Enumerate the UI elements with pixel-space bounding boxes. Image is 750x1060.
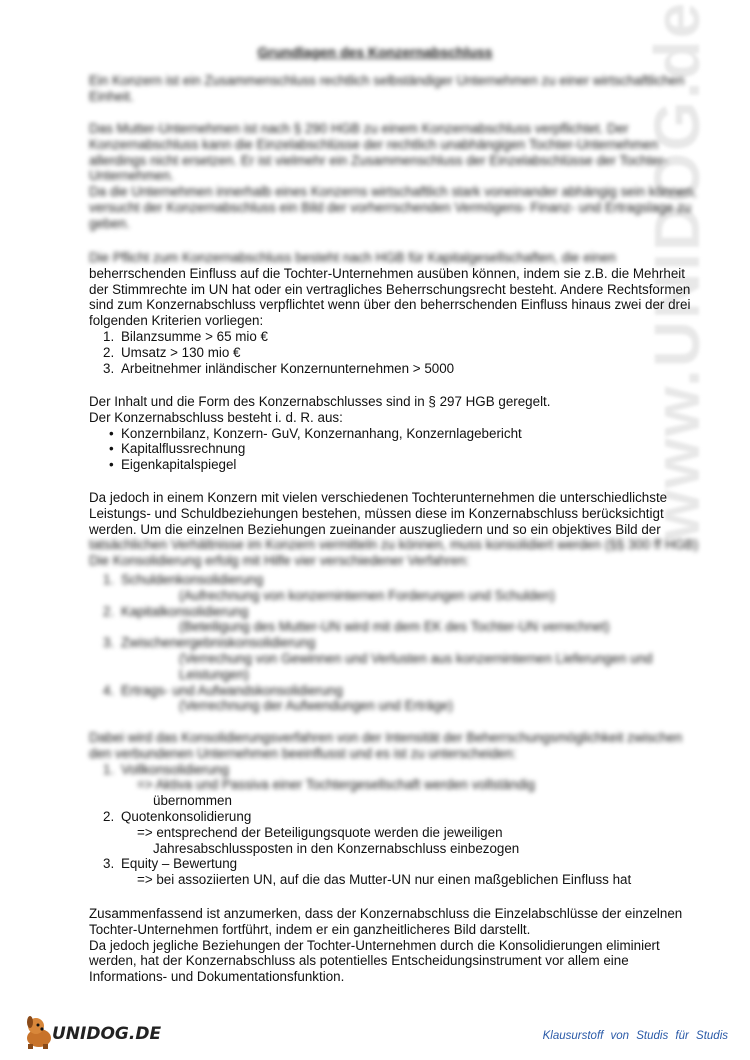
list-item bbox=[89, 361, 709, 377]
list-item bbox=[89, 572, 709, 588]
text-line: geben. bbox=[89, 215, 130, 231]
obligation-paragraph bbox=[89, 121, 709, 232]
list-text: Equity – Bewertung bbox=[121, 856, 238, 872]
list-item bbox=[89, 635, 709, 651]
list-item bbox=[89, 762, 709, 778]
text-line: Da die Unternehmen innerhalb eines Konzerns wirtschaftlich stark voneinander abhängig sein können, bbox=[89, 184, 697, 200]
list-detail: => entsprechend der Beteiligungsquote werden die jeweiligen bbox=[137, 824, 503, 840]
list-item bbox=[89, 426, 709, 442]
text-line: allerdings nicht ersetzen. Er ist vielmehr ein Zusammenschluss der Einzelabschlüsse der Tochter- bbox=[89, 152, 668, 168]
text-line: versucht der Konzernabschluss ein Bild der vorherrschenden Vermögens- Finanz- und Ertragslage zu bbox=[89, 199, 692, 215]
list-text: Kapitalflussrechnung bbox=[121, 441, 246, 457]
list-text: Eigenkapitalspiegel bbox=[121, 457, 237, 473]
bullet-icon: • bbox=[109, 441, 114, 457]
text-line: Unternehmen. bbox=[89, 168, 174, 184]
text-line: folgenden Kriterien vorliegen: bbox=[89, 313, 264, 329]
list-number: 3. bbox=[103, 635, 115, 651]
text-line: der Stimmrechte im UN hat oder ein vertragliches Beherrschungsrecht besteht. Andere Rechtsformen bbox=[89, 281, 691, 297]
list-detail: (Aufrechnung von konzerninternen Forderungen und Schulden) bbox=[179, 587, 555, 603]
list-text: Arbeitnehmer inländischer Konzernunternehmen > 5000 bbox=[121, 360, 455, 376]
text-line: Tochter-Unternehmen fortführt, indem er ein ganzheitlicheres Bild darstellt. bbox=[89, 921, 531, 937]
bullet-icon: • bbox=[109, 457, 114, 473]
list-detail: Leistungen) bbox=[179, 666, 249, 682]
text-line: Das Mutter-Unternehmen ist nach § 290 HGB zu einem Konzernabschluss verpflichtet. Der bbox=[89, 121, 629, 136]
list-item bbox=[89, 604, 709, 620]
list-text: Vollkonsolidierung bbox=[121, 761, 229, 777]
list-detail: => bei assoziierten UN, auf die das Mutter-UN nur einen maßgeblichen Einfluss hat bbox=[137, 872, 632, 888]
list-number: 1. bbox=[103, 572, 115, 587]
bullet-icon: • bbox=[109, 425, 114, 441]
conclusion-paragraph bbox=[89, 906, 709, 985]
list-number: 4. bbox=[103, 682, 115, 698]
text-line: Da jedoch in einem Konzern mit vielen verschiedenen Tochterunternehmen die unterschiedlichste bbox=[89, 490, 668, 505]
list-detail: (Beteiligung des Mutter-UN wird mit dem EK des Tochter-UN verrechnet) bbox=[179, 619, 610, 635]
methods-paragraph bbox=[89, 730, 709, 888]
list-text: Quotenkonsolidierung bbox=[121, 808, 252, 824]
text-line: Informations- und Dokumentationsfunktion. bbox=[89, 969, 345, 985]
text-line: den verbundenen Unternehmen beeinflusst und es ist zu unterscheiden: bbox=[89, 745, 517, 761]
text-line: werden. Um die einzelnen Beziehungen zueinander auszugliedern und so ein objektives Bild der bbox=[89, 521, 661, 537]
text-line: Der Inhalt und die Form des Konzernabschlusses sind in § 297 HGB geregelt. bbox=[89, 394, 551, 409]
intro-paragraph bbox=[89, 73, 709, 105]
text-line: Die Pflicht zum Konzernabschluss besteht nach HGB für Kapitalgesellschaften, die einen bbox=[89, 250, 616, 265]
text-line: beherrschenden Einfluss auf die Tochter-Unternehmen ausüben können, indem sie z.B. die Mehrheit bbox=[89, 265, 685, 281]
text-line: Zusammenfassend ist anzumerken, dass der Konzernabschluss die Einzelabschlüsse der einzelnen bbox=[89, 906, 683, 921]
list-text: Schuldenkonsolidierung bbox=[121, 572, 264, 587]
list-detail: übernommen bbox=[153, 793, 232, 809]
list-number: 3. bbox=[103, 856, 115, 872]
text-line: sind zum Konzernabschluss verpflichtet wenn über den beherrschenden Einfluss hinaus zwei der drei bbox=[89, 297, 691, 313]
list-number: 2. bbox=[103, 344, 115, 360]
text-line: Einheit. bbox=[89, 88, 134, 104]
list-text: Bilanzsumme > 65 mio € bbox=[121, 328, 268, 344]
page-title: Grundlagen des Konzernabschluss bbox=[257, 44, 493, 60]
consolidation-paragraph bbox=[89, 490, 709, 569]
criteria-paragraph bbox=[89, 250, 709, 376]
list-number: 1. bbox=[103, 761, 115, 777]
list-detail: (Verrechnung der Aufwendungen und Erträge) bbox=[179, 698, 453, 714]
list-text: Umsatz > 130 mio € bbox=[121, 344, 241, 360]
list-item bbox=[89, 809, 709, 825]
list-number: 2. bbox=[103, 808, 115, 824]
text-line: Der Konzernabschluss besteht i. d. R. aus: bbox=[89, 409, 343, 425]
watermark: www.UNIDOG.de bbox=[641, 0, 713, 540]
list-item bbox=[89, 856, 709, 872]
list-text: Kapitalkonsolidierung bbox=[121, 603, 249, 619]
text-line: werden, hat der Konzernabschluss als potentielles Entscheidungsinstrument vor allem eine bbox=[89, 953, 629, 969]
list-text: Ertrags- und Aufwandskonsolidierung bbox=[121, 682, 343, 698]
list-item bbox=[89, 345, 709, 361]
text-line: Die Konsolidierung erfolg mit Hilfe vier verschiedener Verfahren: bbox=[89, 553, 470, 569]
list-number: 1. bbox=[103, 328, 115, 344]
text-line: Dabei wird das Konsolidierungsverfahren von der Intensität der Beherrschungsmöglichkeit zwischen bbox=[89, 730, 683, 745]
list-item bbox=[89, 457, 709, 473]
text-line: Leistungs- und Schuldbeziehungen bestehen, müssen diese im Konzernabschluss berücksichtigt bbox=[89, 505, 664, 521]
list-text: Zwischenergebniskonsolidierung bbox=[121, 635, 316, 651]
list-item bbox=[89, 441, 709, 457]
logo-text[interactable]: UNIDOG.DE bbox=[52, 1024, 162, 1044]
procedures-list bbox=[89, 572, 709, 714]
list-detail: Jahresabschlussposten in den Konzernabschluss einbezogen bbox=[153, 840, 520, 856]
list-detail: (Verrechung von Gewinnen und Verlusten aus konzerninternen Lieferungen und bbox=[179, 650, 653, 666]
text-line: Ein Konzern ist ein Zusammenschluss rechtlich selbständiger Unternehmen zu einer wirtschaftlichen bbox=[89, 73, 685, 88]
text-line: Da jedoch jegliche Beziehungen der Tochter-Unternehmen durch die Konsolidierungen eliminiert bbox=[89, 937, 660, 953]
list-item bbox=[89, 683, 709, 699]
list-detail: => Aktiva und Passiva einer Tochtergesellschaft werden vollständig bbox=[137, 777, 535, 793]
components-paragraph bbox=[89, 394, 709, 473]
list-text: Konzernbilanz, Konzern- GuV, Konzernanhang, Konzernlagebericht bbox=[121, 425, 522, 441]
list-number: 2. bbox=[103, 603, 115, 619]
text-line: tatsächlichen Verhältnisse im Konzern vermitteln zu können, muss konsolidiert werden (§§ 300 ff HGB) bbox=[89, 537, 699, 553]
text-line: Konzernabschluss kann die Einzelabschlüsse der rechtlich unabhängigen Tochter-Unternehmen bbox=[89, 136, 659, 152]
list-item bbox=[89, 329, 709, 345]
footer-tagline: Klausurstoff von Studis für Studis bbox=[542, 1030, 728, 1042]
list-number: 3. bbox=[103, 360, 115, 376]
